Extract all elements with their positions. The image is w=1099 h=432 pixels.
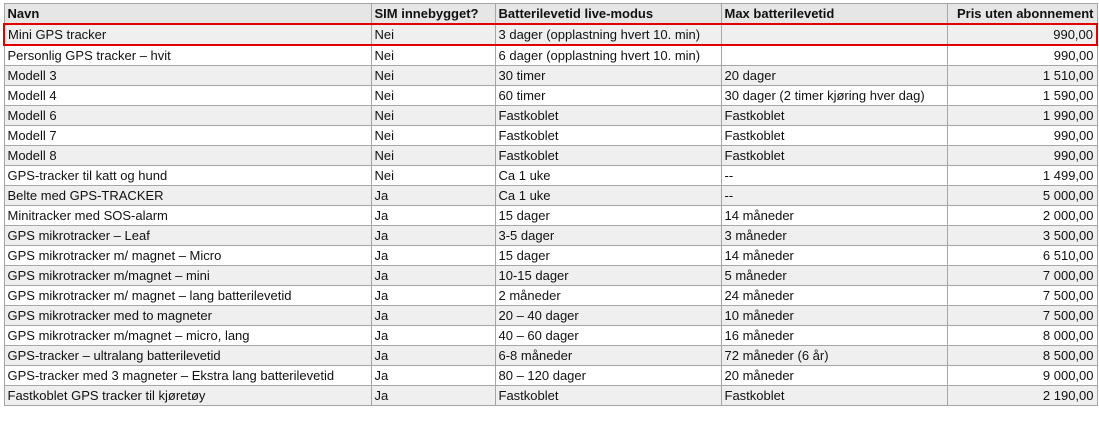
cell-name: GPS-tracker til katt og hund [4,166,371,186]
cell-price: 990,00 [947,126,1097,146]
cell-battery-live: Ca 1 uke [495,186,721,206]
cell-price: 1 499,00 [947,166,1097,186]
cell-name: Modell 4 [4,86,371,106]
cell-battery-live: Fastkoblet [495,386,721,406]
cell-sim: Nei [371,86,495,106]
cell-battery-max: 14 måneder [721,246,947,266]
cell-battery-live: 60 timer [495,86,721,106]
table-row [4,206,1097,226]
header-name: Navn [4,4,371,25]
cell-battery-max: -- [721,186,947,206]
cell-sim: Nei [371,106,495,126]
cell-battery-max: 72 måneder (6 år) [721,346,947,366]
cell-price: 6 510,00 [947,246,1097,266]
cell-battery-max [721,45,947,66]
cell-sim: Ja [371,266,495,286]
cell-price: 5 000,00 [947,186,1097,206]
table-row [4,326,1097,346]
cell-name: GPS mikrotracker – Leaf [4,226,371,246]
cell-battery-live: Fastkoblet [495,146,721,166]
cell-price: 990,00 [947,24,1097,45]
cell-price: 7 500,00 [947,306,1097,326]
cell-name: GPS mikrotracker m/magnet – mini [4,266,371,286]
cell-battery-max: Fastkoblet [721,106,947,126]
cell-sim: Ja [371,246,495,266]
cell-sim: Nei [371,146,495,166]
header-battery-live: Batterilevetid live-modus [495,4,721,25]
table-row [4,166,1097,186]
cell-sim: Nei [371,45,495,66]
cell-sim: Ja [371,366,495,386]
cell-sim: Ja [371,286,495,306]
cell-battery-live: 40 – 60 dager [495,326,721,346]
cell-name: GPS mikrotracker med to magneter [4,306,371,326]
cell-price: 1 590,00 [947,86,1097,106]
cell-battery-max: 10 måneder [721,306,947,326]
cell-battery-max: Fastkoblet [721,126,947,146]
cell-name: GPS mikrotracker m/magnet – micro, lang [4,326,371,346]
cell-sim: Nei [371,166,495,186]
header-sim: SIM innebygget? [371,4,495,25]
table-row [4,386,1097,406]
cell-battery-max: -- [721,166,947,186]
cell-sim: Ja [371,326,495,346]
cell-battery-max: 20 dager [721,66,947,86]
cell-battery-live: Fastkoblet [495,126,721,146]
table-row [4,366,1097,386]
table-row [4,186,1097,206]
table-row [4,66,1097,86]
cell-battery-live: 2 måneder [495,286,721,306]
cell-name: Personlig GPS tracker – hvit [4,45,371,66]
cell-battery-live: 10-15 dager [495,266,721,286]
cell-sim: Ja [371,346,495,366]
cell-sim: Nei [371,24,495,45]
cell-price: 7 500,00 [947,286,1097,306]
cell-sim: Ja [371,306,495,326]
cell-name: Modell 6 [4,106,371,126]
cell-battery-live: Fastkoblet [495,106,721,126]
cell-battery-live: 3 dager (opplastning hvert 10. min) [495,24,721,45]
cell-sim: Ja [371,226,495,246]
table-row [4,286,1097,306]
cell-price: 1 510,00 [947,66,1097,86]
cell-name: GPS-tracker med 3 magneter – Ekstra lang batterilevetid [4,366,371,386]
cell-battery-max: 24 måneder [721,286,947,306]
table-row [4,346,1097,366]
cell-price: 2 000,00 [947,206,1097,226]
cell-battery-max: 16 måneder [721,326,947,346]
table-row [4,246,1097,266]
cell-battery-live: 15 dager [495,246,721,266]
cell-battery-live: 3-5 dager [495,226,721,246]
cell-name: Modell 3 [4,66,371,86]
cell-battery-live: 6-8 måneder [495,346,721,366]
cell-battery-max: 14 måneder [721,206,947,226]
cell-battery-max: 30 dager (2 timer kjøring hver dag) [721,86,947,106]
cell-name: GPS-tracker – ultralang batterilevetid [4,346,371,366]
comparison-table-container [3,3,1098,406]
cell-name: Fastkoblet GPS tracker til kjøretøy [4,386,371,406]
cell-name: Minitracker med SOS-alarm [4,206,371,226]
cell-battery-live: 20 – 40 dager [495,306,721,326]
cell-name: GPS mikrotracker m/ magnet – lang batterilevetid [4,286,371,306]
table-body [4,24,1097,406]
gps-tracker-comparison-table [3,3,1098,406]
cell-price: 7 000,00 [947,266,1097,286]
header-price: Pris uten abonnement [947,4,1097,25]
cell-sim: Ja [371,206,495,226]
cell-price: 2 190,00 [947,386,1097,406]
table-row [4,106,1097,126]
cell-price: 9 000,00 [947,366,1097,386]
cell-sim: Ja [371,186,495,206]
cell-sim: Nei [371,66,495,86]
cell-price: 990,00 [947,146,1097,166]
cell-battery-max [721,24,947,45]
cell-battery-live: 80 – 120 dager [495,366,721,386]
table-row [4,146,1097,166]
cell-name: GPS mikrotracker m/ magnet – Micro [4,246,371,266]
cell-battery-max: Fastkoblet [721,146,947,166]
table-row [4,306,1097,326]
cell-battery-max: Fastkoblet [721,386,947,406]
table-header-row [4,4,1097,25]
cell-battery-max: 5 måneder [721,266,947,286]
cell-name: Modell 8 [4,146,371,166]
cell-battery-live: 15 dager [495,206,721,226]
table-row [4,266,1097,286]
cell-price: 1 990,00 [947,106,1097,126]
cell-name: Mini GPS tracker [4,24,371,45]
table-row [4,45,1097,66]
cell-battery-max: 3 måneder [721,226,947,246]
cell-name: Modell 7 [4,126,371,146]
cell-battery-max: 20 måneder [721,366,947,386]
cell-price: 8 500,00 [947,346,1097,366]
cell-battery-live: Ca 1 uke [495,166,721,186]
cell-name: Belte med GPS-TRACKER [4,186,371,206]
cell-price: 3 500,00 [947,226,1097,246]
header-battery-max: Max batterilevetid [721,4,947,25]
cell-price: 990,00 [947,45,1097,66]
table-row [4,86,1097,106]
cell-sim: Ja [371,386,495,406]
table-row [4,226,1097,246]
cell-price: 8 000,00 [947,326,1097,346]
table-row [4,126,1097,146]
cell-battery-live: 30 timer [495,66,721,86]
cell-battery-live: 6 dager (opplastning hvert 10. min) [495,45,721,66]
table-row [4,24,1097,45]
cell-sim: Nei [371,126,495,146]
